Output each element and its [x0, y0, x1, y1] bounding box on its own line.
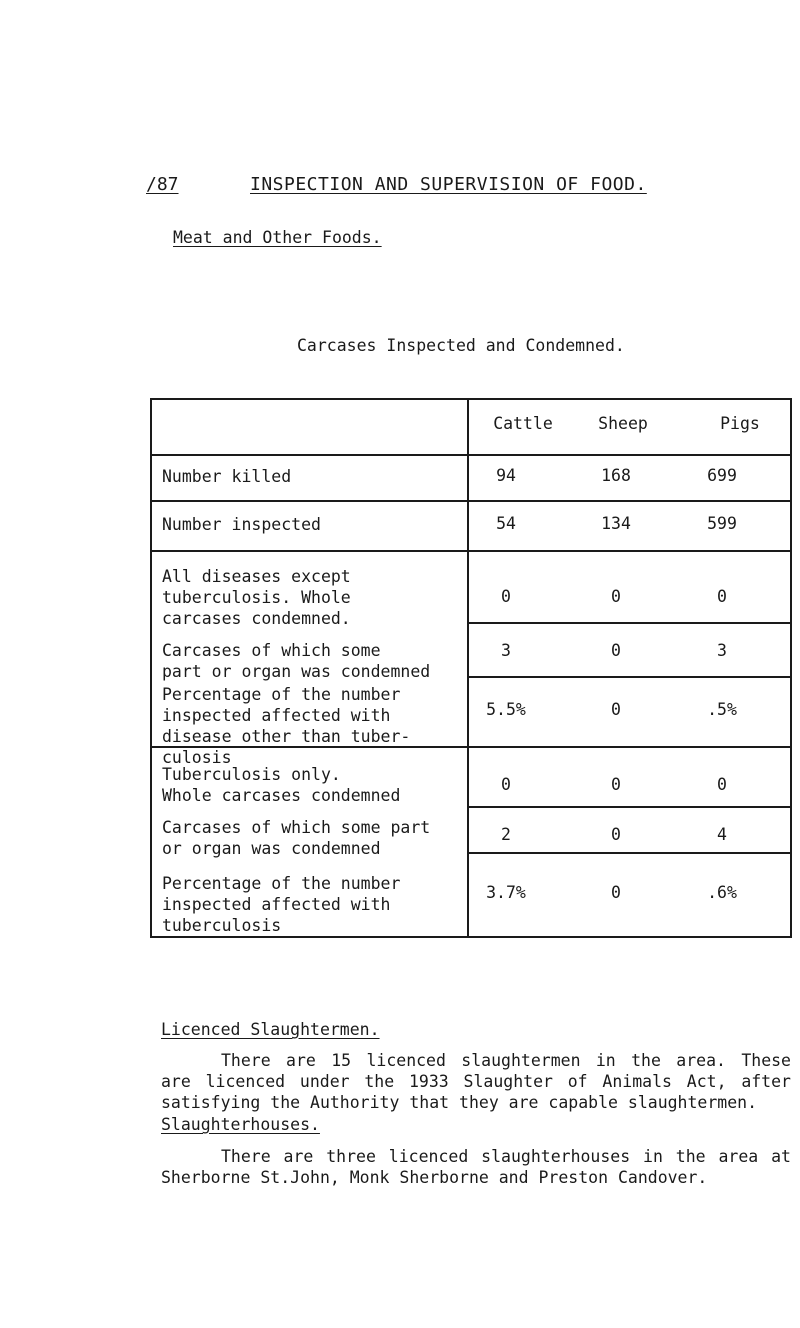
table-cell: 94 — [496, 466, 516, 485]
table-cell: 3 — [717, 641, 727, 660]
label-line: inspected affected with — [162, 706, 391, 725]
label-line: inspected affected with — [162, 895, 391, 914]
row-label-tuberculosis-part — [162, 817, 430, 859]
page-title: INSPECTION AND SUPERVISION OF FOOD. — [250, 174, 647, 195]
table-rule — [150, 398, 792, 400]
table-cell: 0 — [611, 700, 621, 719]
table-rule — [468, 806, 792, 808]
label-line: Percentage of the number — [162, 685, 401, 704]
label-line: Percentage of the number — [162, 874, 401, 893]
paragraph-line: There are 15 licenced slaughtermen in the area. These — [221, 1051, 791, 1070]
paragraph-line: satisfying the Authority that they are capable slaughtermen. — [161, 1093, 758, 1112]
table-cell: .6% — [707, 883, 737, 902]
column-header-sheep: Sheep — [598, 414, 648, 433]
row-label-number-killed: Number killed — [162, 467, 292, 486]
table-cell: 54 — [496, 514, 516, 533]
table-cell: 0 — [611, 825, 621, 844]
table-cell: 699 — [707, 466, 737, 485]
table-cell: 0 — [611, 641, 621, 660]
label-line: tuberculosis. Whole — [162, 588, 351, 607]
table-rule — [150, 398, 152, 938]
table-cell: 0 — [501, 587, 511, 606]
table-cell: .5% — [707, 700, 737, 719]
paragraph-line: Sherborne St.John, Monk Sherborne and Preston Candover. — [161, 1168, 708, 1187]
slaughtermen-heading: Licenced Slaughtermen. — [161, 1020, 380, 1039]
label-line: or organ was condemned — [162, 839, 381, 858]
table-cell: 599 — [707, 514, 737, 533]
slaughterhouses-heading: Slaughterhouses. — [161, 1115, 320, 1134]
row-label-percentage-disease — [162, 684, 410, 768]
page-number: /87 — [146, 174, 179, 195]
table-cell: 0 — [717, 775, 727, 794]
slaughterhouses-paragraph — [161, 1146, 791, 1188]
row-label-all-diseases — [162, 566, 351, 629]
table-rule — [467, 398, 469, 938]
label-line: part or organ was condemned — [162, 662, 431, 681]
row-label-number-inspected: Number inspected — [162, 515, 321, 534]
table-rule — [790, 398, 792, 938]
row-label-part-condemned — [162, 640, 430, 682]
table-cell: 134 — [601, 514, 631, 533]
table-rule — [468, 622, 792, 624]
table-rule — [150, 550, 792, 552]
label-line: Carcases of which some part — [162, 818, 431, 837]
table-rule — [468, 676, 792, 678]
label-line: tuberculosis — [162, 916, 282, 935]
table-rule — [468, 852, 792, 854]
table-cell: 4 — [717, 825, 727, 844]
label-line: Carcases of which some — [162, 641, 381, 660]
row-label-tuberculosis-whole — [162, 764, 400, 806]
table-cell: 0 — [611, 587, 621, 606]
table-cell: 3.7% — [486, 883, 526, 902]
table-rule — [150, 500, 792, 502]
label-line: carcases condemned. — [162, 609, 351, 628]
slaughtermen-paragraph — [161, 1050, 791, 1113]
table-cell: 0 — [611, 775, 621, 794]
row-label-percentage-tuberculosis — [162, 873, 400, 936]
label-line: Tuberculosis only. — [162, 765, 341, 784]
label-line: Whole carcases condemned — [162, 786, 401, 805]
table-rule — [150, 936, 792, 938]
label-line: culosis — [162, 748, 232, 767]
section-subheading: Meat and Other Foods. — [173, 228, 382, 247]
label-line: disease other than tuber- — [162, 727, 411, 746]
table-cell: 3 — [501, 641, 511, 660]
table-cell: 0 — [717, 587, 727, 606]
table-caption: Carcases Inspected and Condemned. — [297, 336, 625, 355]
paragraph-line: There are three licenced slaughterhouses in the area at — [221, 1147, 791, 1166]
table-cell: 0 — [501, 775, 511, 794]
column-header-pigs: Pigs — [720, 414, 760, 433]
paragraph-line: are licenced under the 1933 Slaughter of Animals Act, after — [161, 1072, 791, 1091]
column-header-cattle: Cattle — [493, 414, 553, 433]
table-cell: 5.5% — [486, 700, 526, 719]
table-cell: 0 — [611, 883, 621, 902]
label-line: All diseases except — [162, 567, 351, 586]
table-rule — [150, 454, 792, 456]
table-cell: 168 — [601, 466, 631, 485]
table-cell: 2 — [501, 825, 511, 844]
